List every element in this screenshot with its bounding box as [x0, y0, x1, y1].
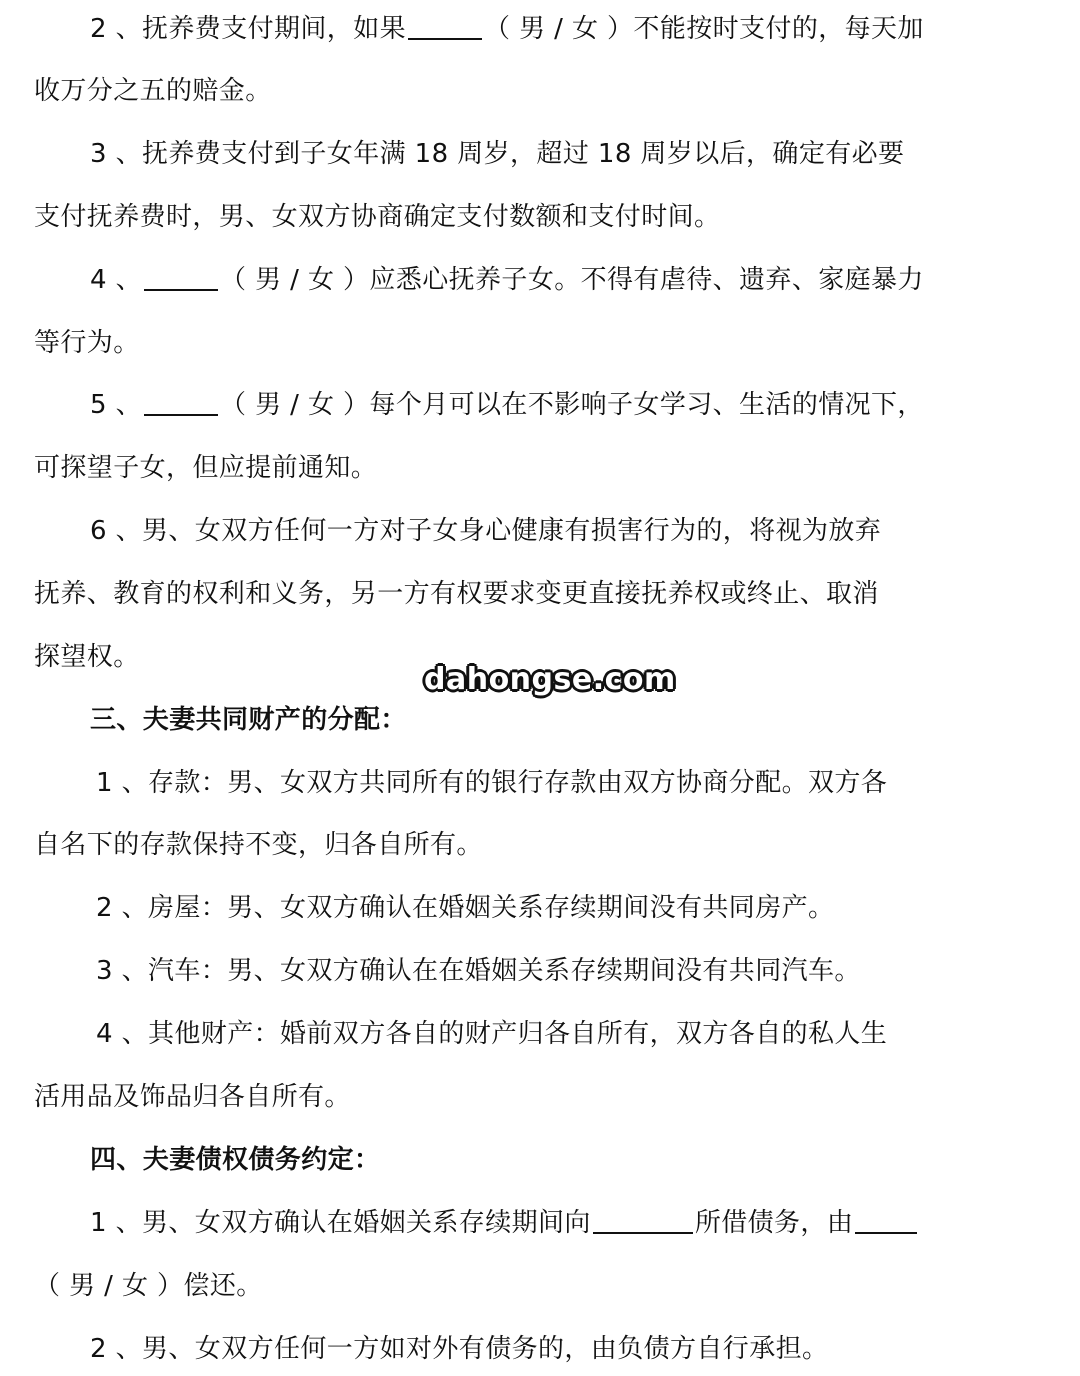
text-line: 等行为。	[34, 328, 140, 358]
text-line: 探望权。	[34, 642, 140, 672]
text-line: 4 、其他财产：婚前双方各自的财产归各自所有，双方各自的私人生	[96, 1019, 888, 1049]
text-segment: 5 、	[90, 390, 143, 420]
text-line	[90, 263, 924, 297]
text-line	[90, 1206, 919, 1240]
text-line: 6 、男、女双方任何一方对子女身心健康有损害行为的，将视为放弃	[90, 516, 882, 546]
text-segment: （ 男 / 女 ）每个月可以在不影响子女学习、生活的情况下，	[220, 390, 924, 420]
section-heading: 三、夫妻共同财产的分配：	[90, 705, 407, 735]
text-line: 1 、存款：男、女双方共同所有的银行存款由双方协商分配。双方各	[96, 768, 888, 798]
text-segment: （ 男 / 女 ）不能按时支付的，每天加	[484, 14, 924, 44]
text-line	[90, 388, 924, 422]
text-line: 抚养、教育的权利和义务，另一方有权要求变更直接抚养权或终止、取消	[34, 579, 879, 609]
text-segment: 所借债务，由	[694, 1208, 854, 1238]
text-line: 可探望子女，但应提前通知。	[34, 453, 378, 483]
text-segment: 1 、男、女双方确认在婚姻关系存续期间向	[90, 1208, 591, 1238]
text-line: 2 、男、女双方任何一方如对外有债务的，由负债方自行承担。	[90, 1334, 829, 1364]
fill-blank	[855, 1206, 917, 1234]
text-line: （ 男 / 女 ）偿还。	[34, 1271, 263, 1301]
text-line: 收万分之五的赔金。	[34, 76, 272, 106]
text-line: 活用品及饰品归各自所有。	[34, 1082, 351, 1112]
watermark: dahongse.com	[424, 662, 676, 697]
text-segment: 2 、抚养费支付期间，如果	[90, 14, 407, 44]
fill-blank	[144, 388, 218, 416]
text-line: 2 、房屋：男、女双方确认在婚姻关系存续期间没有共同房产。	[96, 893, 835, 923]
text-segment: （ 男 / 女 ）应悉心抚养子女。不得有虐待、遗弃、家庭暴力	[220, 265, 924, 295]
text-line: 支付抚养费时，男、女双方协商确定支付数额和支付时间。	[34, 202, 721, 232]
text-line	[90, 12, 924, 46]
fill-blank	[593, 1206, 693, 1234]
text-line: 3 、抚养费支付到子女年满 18 周岁，超过 18 周岁以后，确定有必要	[90, 139, 905, 169]
text-segment: 4 、	[90, 265, 143, 295]
text-line: 自名下的存款保持不变，归各自所有。	[34, 830, 483, 860]
fill-blank	[408, 12, 482, 40]
text-line: 3 、汽车：男、女双方确认在在婚姻关系存续期间没有共同汽车。	[96, 956, 861, 986]
fill-blank	[144, 263, 218, 291]
section-heading: 四、夫妻债权债务约定：	[90, 1145, 381, 1175]
